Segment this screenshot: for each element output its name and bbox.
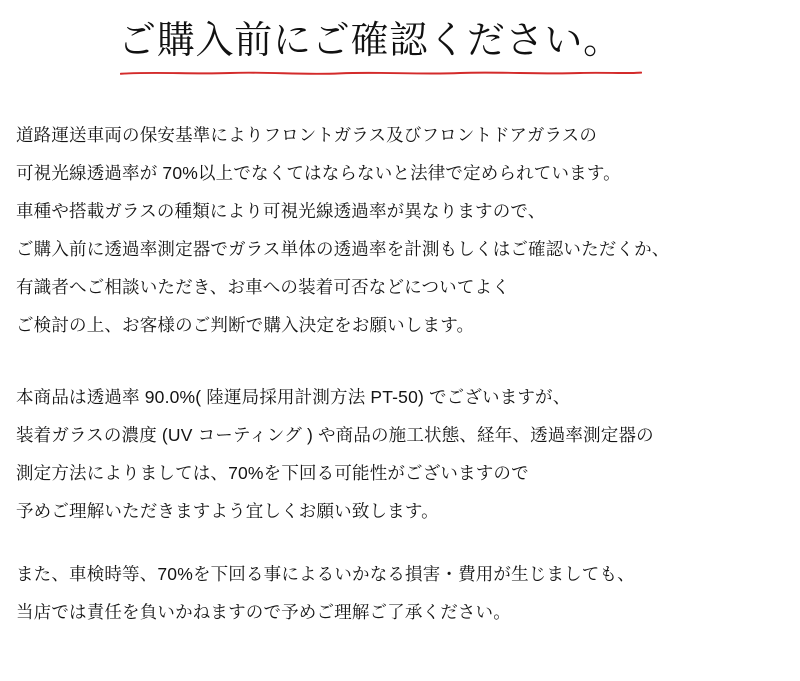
paragraph-line: ご購入前に透過率測定器でガラス単体の透過率を計測もしくはご確認いただくか、 [16, 239, 670, 259]
paragraph-line: 可視光線透過率が 70%以上でなくてはならないと法律で定められています。 [16, 163, 621, 183]
paragraph-line: ご検討の上、お客様のご判断で購入決定をお願いします。 [16, 315, 475, 335]
paragraph-line: 本商品は透過率 90.0%( 陸運局採用計測方法 PT-50) でございますが、 [16, 387, 571, 407]
paragraph-line: また、車検時等、70%を下回る事によるいかなる損害・費用が生じましても、 [16, 564, 635, 584]
page-title: ご購入前にご確認ください。 [118, 20, 622, 62]
paragraph-3 [16, 555, 786, 631]
paragraph-1 [16, 116, 786, 344]
paragraph-line: 当店では責任を負いかねますので予めご理解ご了承ください。 [16, 602, 511, 622]
paragraph-line: 測定方法によりましては、70%を下回る可能性がございますので [16, 463, 529, 483]
paragraph-line: 予めご理解いただきますよう宜しくお願い致します。 [16, 501, 439, 521]
title-underline-decoration [120, 70, 642, 76]
paragraph-line: 有識者へご相談いただき、お車への装着可否などについてよく [16, 277, 510, 297]
paragraph-line: 道路運送車両の保安基準によりフロントガラス及びフロントドアガラスの [16, 125, 597, 145]
paragraph-line: 装着ガラスの濃度 (UV コーティング ) や商品の施工状態、経年、透過率測定器の [16, 425, 654, 445]
paragraph-2 [16, 378, 786, 530]
heading-container [118, 18, 678, 66]
paragraph-line: 車種や搭載ガラスの種類により可視光線透過率が異なりますので、 [16, 201, 546, 221]
